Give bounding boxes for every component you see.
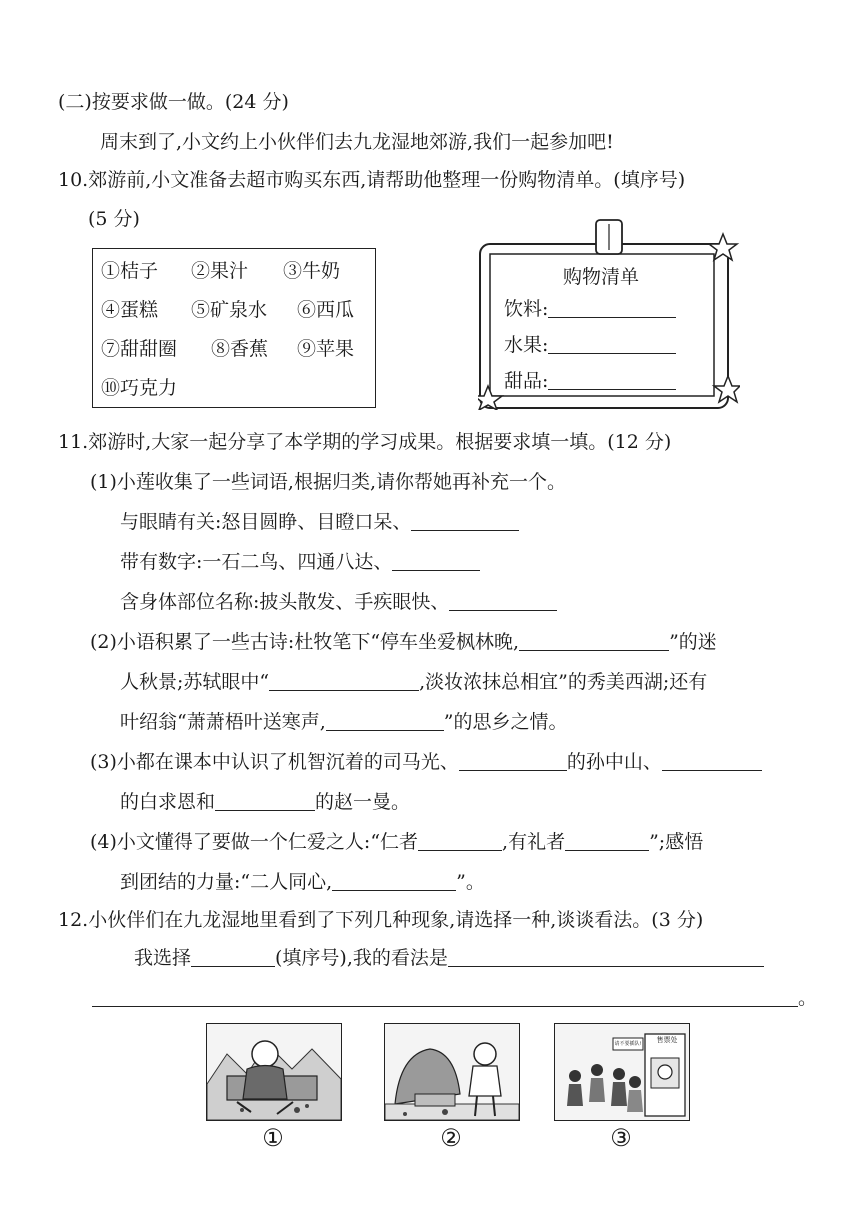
answer-blank[interactable]	[92, 986, 798, 1007]
scene-2-illustration	[385, 1024, 519, 1120]
q11-title: 11.郊游时,大家一起分享了本学期的学习成果。根据要求填一填。(12 分)	[58, 431, 672, 453]
option-item: ⑧香蕉	[211, 338, 269, 360]
q12-title: 12.小伙伴们在九龙湿地里看到了下列几种现象,请选择一种,谈谈看法。(3 分)	[58, 909, 704, 931]
line-text: 与眼睛有关:怒目圆睁、目瞪口呆、	[120, 511, 412, 533]
q11-part1: (1)小莲收集了一些词语,根据归类,请你帮她再补充一个。	[90, 471, 566, 493]
options-box	[92, 248, 376, 408]
picture-number-3: ③	[610, 1124, 632, 1152]
q11-part1-b	[120, 550, 480, 574]
answer-blank[interactable]	[191, 946, 275, 967]
answer-blank[interactable]	[411, 510, 519, 531]
q11-part3-a	[90, 750, 762, 774]
line-text: ,淡妆浓抹总相宜”的秀美西湖;还有	[419, 671, 708, 693]
scene-picture-3	[554, 1023, 690, 1121]
q11-part3-b	[120, 790, 410, 814]
option-item: ⑥西瓜	[297, 299, 355, 321]
option-item: ⑦甜甜圈	[101, 338, 178, 360]
option-item: ⑩巧克力	[101, 377, 178, 399]
card-row-drink	[504, 294, 676, 321]
option-item: ①桔子	[101, 260, 159, 282]
q11-part1-a	[120, 510, 519, 534]
q10-title: 10.郊游前,小文准备去超市购买东西,请帮助他整理一份购物清单。(填序号)	[58, 169, 686, 191]
option-item: ⑤矿泉水	[191, 299, 268, 321]
line-text: 到团结的力量:“二人同心,	[120, 871, 333, 893]
scene-picture-2	[384, 1023, 520, 1121]
answer-blank[interactable]	[448, 946, 764, 967]
shopping-list-card	[478, 218, 740, 410]
scene-picture-1	[206, 1023, 342, 1121]
q11-part2-a	[90, 630, 717, 654]
picture-number-2: ②	[440, 1124, 462, 1152]
q11-part2-b	[120, 670, 707, 694]
card-title: 购物清单	[562, 266, 639, 288]
line-text: 我选择	[134, 947, 192, 969]
line-text: ”的思乡之情。	[443, 711, 568, 733]
answer-blank[interactable]	[215, 790, 315, 811]
answer-blank[interactable]	[269, 670, 419, 691]
q11-part1-c	[120, 590, 557, 614]
answer-blank[interactable]	[459, 750, 567, 771]
answer-blank[interactable]	[548, 369, 676, 390]
answer-blank[interactable]	[519, 630, 669, 651]
card-row-dessert	[504, 366, 676, 393]
answer-blank[interactable]	[392, 550, 480, 571]
card-row-label: 饮料:	[504, 298, 549, 320]
line-text: 含身体部位名称:披头散发、手疾眼快、	[120, 591, 450, 613]
card-row-label: 水果:	[504, 334, 549, 356]
option-item: ③牛奶	[283, 260, 341, 282]
scene-1-illustration	[207, 1024, 341, 1120]
line-text: ”。	[456, 871, 485, 893]
answer-blank[interactable]	[548, 297, 676, 318]
answer-blank[interactable]	[332, 870, 456, 891]
q11-part2-c	[120, 710, 567, 734]
answer-blank[interactable]	[449, 590, 557, 611]
q12-line2	[92, 986, 817, 1010]
q11-part4-a	[90, 830, 703, 854]
option-item: ②果汁	[191, 260, 249, 282]
line-text: 带有数字:一石二鸟、四通八达、	[120, 551, 393, 573]
answer-blank[interactable]	[565, 830, 649, 851]
booth-sign: 售票处	[656, 1036, 678, 1044]
line-text: 人秋景;苏轼眼中“	[120, 671, 270, 693]
q10-score: (5 分)	[88, 208, 140, 230]
card-row-fruit	[504, 330, 676, 357]
line-text: 叶绍翁“萧萧梧叶送寒声,	[120, 711, 326, 733]
line-text: ”;感悟	[649, 831, 704, 853]
picture-number-1: ①	[262, 1124, 284, 1152]
card-body	[490, 254, 714, 396]
option-item: ⑨苹果	[297, 338, 355, 360]
line-text: 的孙中山、	[566, 751, 662, 773]
answer-blank[interactable]	[418, 830, 502, 851]
answer-blank[interactable]	[326, 710, 444, 731]
answer-blank[interactable]	[662, 750, 762, 771]
line-text: (4)小文懂得了要做一个仁爱之人:“仁者	[90, 831, 419, 853]
card-row-label: 甜品:	[504, 370, 549, 392]
q11-part4-b	[120, 870, 485, 894]
option-item: ④蛋糕	[101, 299, 159, 321]
line-text: 。	[798, 987, 818, 1009]
line-text: 的赵一曼。	[315, 791, 411, 813]
queue-sign: 请不要插队!	[614, 1041, 642, 1047]
line-text: (2)小语积累了一些古诗:杜牧笔下“停车坐爱枫林晚,	[90, 631, 520, 653]
line-text: 的白求恩和	[120, 791, 216, 813]
q12-line1	[134, 946, 764, 970]
section-title: (二)按要求做一做。(24 分)	[58, 91, 289, 113]
line-text: (填序号),我的看法是	[275, 947, 448, 969]
answer-blank[interactable]	[548, 333, 676, 354]
line-text: ,有礼者	[502, 831, 566, 853]
intro-text: 周末到了,小文约上小伙伴们去九龙湿地郊游,我们一起参加吧!	[100, 131, 614, 153]
line-text: ”的迷	[669, 631, 717, 653]
line-text: (3)小都在课本中认识了机智沉着的司马光、	[90, 751, 459, 773]
